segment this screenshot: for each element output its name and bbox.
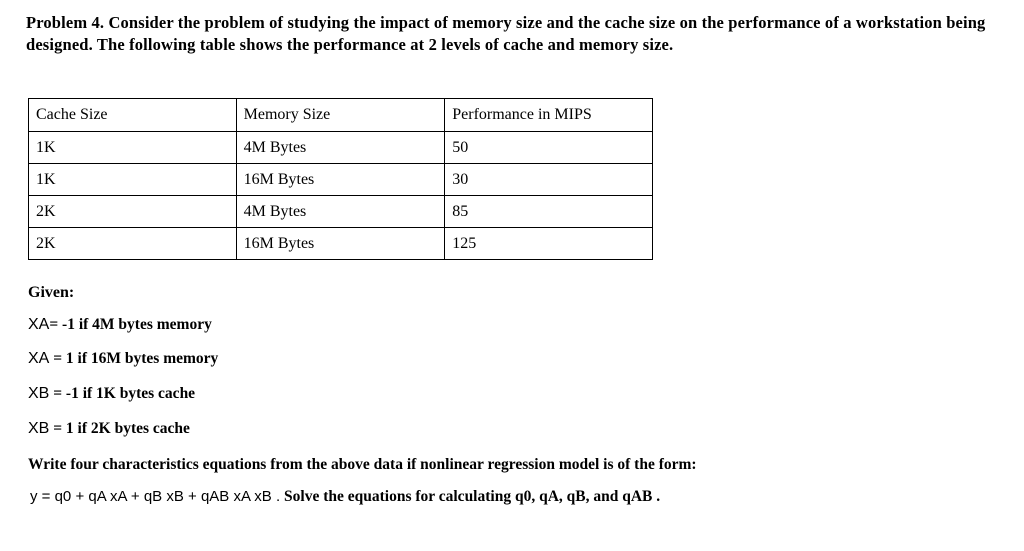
- equation-line: [30, 488, 660, 506]
- given-condition: = -1 if 4M bytes memory: [49, 316, 212, 333]
- table-row: [29, 132, 653, 164]
- header-performance: Performance in MIPS: [445, 99, 653, 132]
- regression-formula: y = q0 + qA xA + qB xB + qAB xA xB .: [30, 488, 281, 505]
- table-row: [29, 196, 653, 228]
- cell-performance: 85: [445, 196, 653, 228]
- given-item: [28, 385, 195, 403]
- cell-performance: 125: [445, 228, 653, 260]
- header-cache-size: Cache Size: [29, 99, 237, 132]
- cell-performance: 30: [445, 164, 653, 196]
- cell-cache: 1K: [29, 164, 237, 196]
- table-header-row: [29, 99, 653, 132]
- cell-cache: 2K: [29, 196, 237, 228]
- cell-cache: 1K: [29, 132, 237, 164]
- given-item: [28, 316, 212, 334]
- given-condition: = 1 if 2K bytes cache: [49, 420, 190, 437]
- performance-table: [28, 98, 653, 260]
- equation-instruction: Solve the equations for calculating q0, qA, qB, and qAB .: [280, 488, 661, 505]
- given-label: Given:: [28, 284, 75, 301]
- cell-performance: 50: [445, 132, 653, 164]
- instruction-text: Write four characteristics equations from the above data if nonlinear regression model is of the form:: [28, 456, 697, 473]
- given-variable: XA: [28, 316, 50, 333]
- cell-memory: 16M Bytes: [236, 164, 445, 196]
- cell-memory: 16M Bytes: [236, 228, 445, 260]
- given-condition: = 1 if 16M bytes memory: [49, 350, 219, 367]
- given-item: [28, 420, 190, 438]
- cell-memory: 4M Bytes: [236, 132, 445, 164]
- given-variable: XA: [28, 350, 50, 367]
- given-item: [28, 350, 218, 368]
- table-row: [29, 228, 653, 260]
- given-condition: = -1 if 1K bytes cache: [49, 385, 196, 402]
- given-variable: XB: [28, 385, 50, 402]
- given-variable: XB: [28, 420, 50, 437]
- header-memory-size: Memory Size: [236, 99, 445, 132]
- problem-statement: Problem 4. Consider the problem of studying the impact of memory size and the cache size on the performance of a workstation being designed. The following table shows the performance at 2 levels of cache and memory size.: [26, 13, 986, 54]
- table-row: [29, 164, 653, 196]
- cell-memory: 4M Bytes: [236, 196, 445, 228]
- cell-cache: 2K: [29, 228, 237, 260]
